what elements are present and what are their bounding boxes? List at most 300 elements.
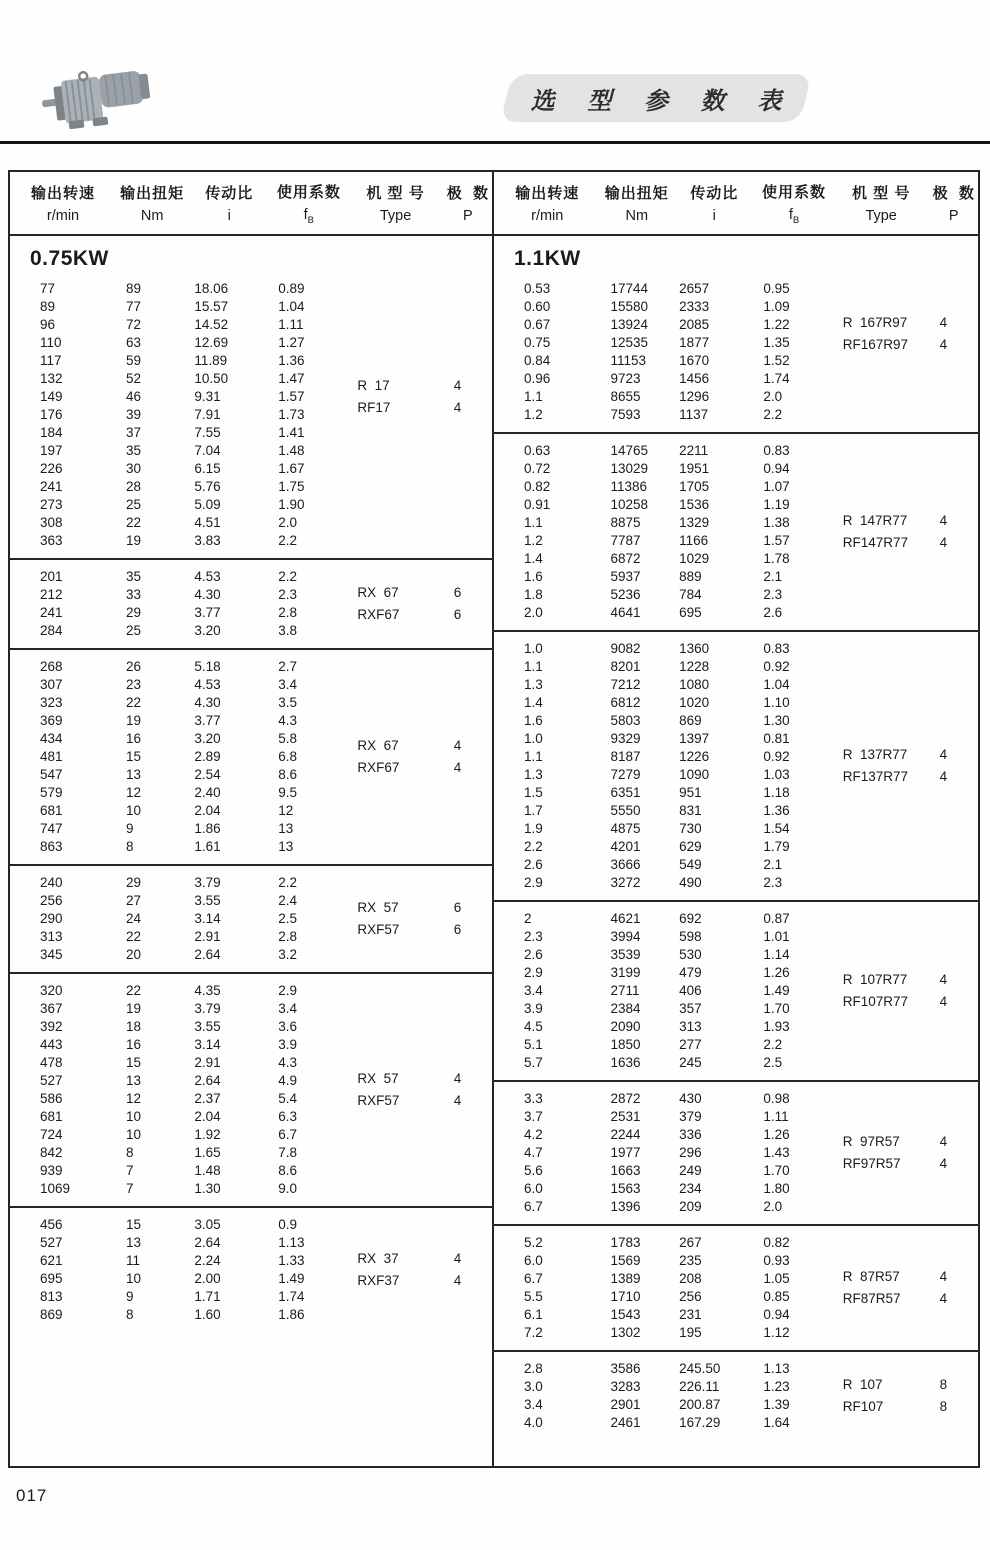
service-factor-value: 1.74 — [278, 1289, 305, 1304]
output-speed-value: 1.3 — [524, 677, 543, 692]
ratio-value: 831 — [679, 803, 702, 818]
output-torque-value: 1569 — [610, 1253, 641, 1268]
table-row — [494, 550, 978, 568]
table-row — [494, 514, 978, 532]
table-row — [10, 874, 492, 892]
output-speed-value: 2.3 — [524, 929, 543, 944]
ratio-value: 1228 — [679, 659, 710, 674]
table-row — [10, 532, 492, 550]
ratio-value: 490 — [679, 875, 702, 890]
output-speed-value: 3.9 — [524, 1001, 543, 1016]
table-row — [10, 1090, 492, 1108]
ratio-value: 549 — [679, 857, 702, 872]
output-speed-value: 1.6 — [524, 713, 543, 728]
ratio-value: 10.50 — [194, 371, 229, 386]
ratio-value: 3.83 — [194, 533, 221, 548]
model-type-label: RXF67 — [357, 760, 400, 775]
ratio-value: 2.91 — [194, 929, 221, 944]
header-service-factor: 使用系数 $f_B$ — [762, 183, 827, 226]
header-divider-rule — [0, 141, 990, 144]
service-factor-value: 0.85 — [763, 1289, 790, 1304]
service-factor-value: 1.38 — [763, 515, 790, 530]
pole-count-value: 4 — [939, 972, 948, 987]
table-row — [494, 1126, 978, 1144]
pole-count-value: 4 — [939, 1269, 948, 1284]
pole-count-value: 4 — [453, 1093, 462, 1108]
ratio-value: 1.92 — [194, 1127, 221, 1142]
output-speed-value: 1.0 — [524, 641, 543, 656]
service-factor-value: 1.57 — [763, 533, 790, 548]
table-row — [494, 820, 978, 838]
table-row — [10, 1126, 492, 1144]
model-type-label: R 87R57 — [842, 1269, 900, 1284]
ratio-value: 1670 — [679, 353, 710, 368]
table-row — [494, 874, 978, 892]
service-factor-value: 1.43 — [763, 1145, 790, 1160]
output-speed-value: 5.5 — [524, 1289, 543, 1304]
pole-count-value: 8 — [939, 1399, 948, 1414]
output-torque-value: 7593 — [610, 407, 641, 422]
header-service-factor: 使用系数 $f_B$ — [276, 183, 341, 226]
output-torque-value: 13029 — [610, 461, 649, 476]
table-row — [10, 280, 492, 298]
output-torque-value: 6872 — [610, 551, 641, 566]
output-speed-value: 0.84 — [524, 353, 551, 368]
output-speed-value: 117 — [40, 353, 62, 368]
table-row — [10, 298, 492, 316]
ratio-value: 2211 — [679, 443, 709, 458]
ratio-value: 1080 — [679, 677, 710, 692]
ratio-value: 1226 — [679, 749, 710, 764]
ratio-value: 2.89 — [194, 749, 221, 764]
table-row — [494, 1306, 978, 1324]
ratio-value: 11.89 — [194, 353, 228, 368]
output-speed-value: 1.4 — [524, 551, 543, 566]
table-row — [494, 316, 978, 334]
output-speed-value: 284 — [40, 623, 63, 638]
ratio-value: 2.04 — [194, 1109, 221, 1124]
output-torque-value: 9082 — [610, 641, 641, 656]
table-row — [494, 1036, 978, 1054]
service-factor-value: 1.23 — [763, 1379, 790, 1394]
table-row — [494, 838, 978, 856]
table-row — [10, 1054, 492, 1072]
ratio-value: 245 — [679, 1055, 702, 1070]
ratio-value: 18.06 — [194, 281, 229, 296]
output-torque-value: 18 — [126, 1019, 142, 1034]
output-speed-value: 392 — [40, 1019, 63, 1034]
pole-count-value: 6 — [453, 900, 462, 915]
header-poles: 极 数 P — [446, 185, 490, 224]
service-factor-value: 2.0 — [763, 1199, 783, 1214]
output-torque-value: 2711 — [610, 983, 640, 998]
output-torque-value: 3283 — [610, 1379, 641, 1394]
output-torque-value: 11 — [126, 1253, 141, 1268]
service-factor-value: 1.04 — [278, 299, 305, 314]
table-row — [10, 1162, 492, 1180]
output-speed-value: 1.2 — [524, 533, 543, 548]
output-torque-value: 7 — [126, 1163, 134, 1178]
ratio-value: 695 — [679, 605, 702, 620]
power-rating-label: 0.75KW — [30, 247, 109, 270]
pole-count-value: 4 — [939, 513, 948, 528]
output-speed-value: 4.2 — [524, 1127, 543, 1142]
header-model-type: 机 型 号 Type — [366, 185, 425, 224]
service-factor-value: 2.3 — [763, 875, 783, 890]
table-row — [10, 370, 492, 388]
output-torque-value: 9723 — [610, 371, 641, 386]
service-factor-value: 1.86 — [278, 1307, 305, 1322]
service-factor-value: 1.54 — [763, 821, 790, 836]
output-speed-value: 369 — [40, 713, 63, 728]
output-torque-value: 8 — [126, 1145, 134, 1160]
output-speed-value: 7.2 — [524, 1325, 543, 1340]
output-speed-value: 307 — [40, 677, 63, 692]
ratio-value: 2.64 — [194, 1073, 221, 1088]
data-block — [10, 972, 492, 1206]
output-speed-value: 367 — [40, 1001, 63, 1016]
service-factor-value: 9.0 — [278, 1181, 298, 1196]
ratio-value: 209 — [679, 1199, 702, 1214]
service-factor-value: 1.13 — [278, 1235, 305, 1250]
ratio-value: 730 — [679, 821, 702, 836]
service-factor-value: 1.36 — [278, 353, 305, 368]
output-torque-value: 12 — [126, 1091, 142, 1106]
output-torque-value: 5236 — [610, 587, 641, 602]
service-factor-value: 1.78 — [763, 551, 790, 566]
table-row — [10, 1018, 492, 1036]
table-row — [10, 334, 492, 352]
output-torque-value: 8 — [126, 839, 134, 854]
table-row — [494, 982, 978, 1000]
output-speed-value: 226 — [40, 461, 63, 476]
table-row — [494, 1108, 978, 1126]
output-torque-value: 5937 — [610, 569, 641, 584]
pole-count-value: 4 — [453, 1273, 462, 1288]
pole-count-value: 4 — [939, 1134, 948, 1149]
output-torque-value: 33 — [126, 587, 142, 602]
service-factor-value: 2.0 — [278, 515, 298, 530]
output-speed-value: 3.0 — [524, 1379, 543, 1394]
table-row — [494, 280, 978, 298]
data-block — [10, 236, 492, 558]
ratio-value: 1456 — [679, 371, 710, 386]
output-torque-value: 8875 — [610, 515, 641, 530]
table-row — [494, 802, 978, 820]
service-factor-value: 2.3 — [763, 587, 783, 602]
ratio-value: 234 — [679, 1181, 702, 1196]
service-factor-value: 3.2 — [278, 947, 298, 962]
output-speed-value: 313 — [40, 929, 63, 944]
table-row — [494, 1234, 978, 1252]
output-speed-value: 4.0 — [524, 1415, 543, 1430]
ratio-value: 226.11 — [679, 1379, 720, 1394]
output-torque-value: 22 — [126, 929, 142, 944]
service-factor-value: 2.2 — [763, 407, 783, 422]
service-factor-value: 1.49 — [763, 983, 790, 998]
table-row — [494, 946, 978, 964]
output-torque-value: 2531 — [610, 1109, 641, 1124]
table-row — [494, 406, 978, 424]
ratio-value: 1.71 — [194, 1289, 221, 1304]
output-speed-value: 0.60 — [524, 299, 551, 314]
output-speed-value: 4.5 — [524, 1019, 543, 1034]
output-speed-value: 2.2 — [524, 839, 543, 854]
output-torque-value: 1663 — [610, 1163, 641, 1178]
ratio-value: 951 — [679, 785, 702, 800]
output-speed-value: 176 — [40, 407, 63, 422]
output-speed-value: 869 — [40, 1307, 63, 1322]
output-speed-value: 1.4 — [524, 695, 543, 710]
output-speed-value: 939 — [40, 1163, 63, 1178]
model-type-label: RX 57 — [357, 900, 399, 915]
output-speed-value: 1.8 — [524, 587, 543, 602]
ratio-value: 7.04 — [194, 443, 221, 458]
service-factor-value: 0.98 — [763, 1091, 790, 1106]
table-row — [494, 640, 978, 658]
service-factor-value: 1.73 — [278, 407, 305, 422]
service-factor-value: 1.90 — [278, 497, 305, 512]
table-row — [10, 784, 492, 802]
pole-count-value: 4 — [939, 747, 948, 762]
output-torque-value: 29 — [126, 605, 142, 620]
table-row — [494, 910, 978, 928]
output-torque-value: 13 — [126, 1073, 142, 1088]
data-block — [494, 900, 978, 1080]
pole-count-value: 6 — [453, 922, 462, 937]
gearmotor-photo-icon — [40, 62, 166, 134]
data-block — [494, 432, 978, 630]
pole-count-value: 4 — [453, 1251, 462, 1266]
service-factor-value: 5.8 — [278, 731, 298, 746]
pole-count-value: 4 — [939, 535, 948, 550]
output-speed-value: 6.0 — [524, 1253, 543, 1268]
ratio-value: 15.57 — [194, 299, 229, 314]
output-speed-value: 201 — [40, 569, 63, 584]
service-factor-value: 0.89 — [278, 281, 305, 296]
output-speed-value: 6.7 — [524, 1199, 543, 1214]
table-row — [10, 568, 492, 586]
ratio-value: 6.15 — [194, 461, 221, 476]
output-speed-value: 842 — [40, 1145, 63, 1160]
output-speed-value: 0.63 — [524, 443, 551, 458]
table-row — [10, 514, 492, 532]
ratio-value: 1360 — [679, 641, 710, 656]
service-factor-value: 1.41 — [278, 425, 305, 440]
ratio-value: 530 — [679, 947, 702, 962]
data-block — [10, 1206, 492, 1332]
service-factor-value: 3.5 — [278, 695, 298, 710]
output-speed-value: 149 — [40, 389, 63, 404]
table-row — [10, 1288, 492, 1306]
table-row — [10, 658, 492, 676]
output-speed-value: 3.7 — [524, 1109, 543, 1124]
output-torque-value: 12535 — [610, 335, 649, 350]
service-factor-value: 1.57 — [278, 389, 305, 404]
output-torque-value: 59 — [126, 353, 142, 368]
service-factor-value: 1.75 — [278, 479, 305, 494]
ratio-value: 3.55 — [194, 1019, 221, 1034]
model-type-label: RX 67 — [357, 585, 399, 600]
table-row — [10, 1000, 492, 1018]
service-factor-value: 2.5 — [763, 1055, 783, 1070]
output-torque-value: 10 — [126, 1127, 142, 1142]
table-row — [494, 1144, 978, 1162]
output-torque-value: 10258 — [610, 497, 649, 512]
model-type-label: R 137R77 — [842, 747, 908, 762]
service-factor-value: 1.64 — [763, 1415, 790, 1430]
service-factor-value: 1.05 — [763, 1271, 790, 1286]
output-torque-value: 16 — [126, 731, 142, 746]
output-speed-value: 3.4 — [524, 983, 543, 998]
output-speed-value: 1.1 — [524, 659, 543, 674]
ratio-value: 4.35 — [194, 983, 221, 998]
ratio-value: 3.20 — [194, 731, 221, 746]
output-torque-value: 3539 — [610, 947, 641, 962]
data-block — [10, 864, 492, 972]
data-block — [494, 1080, 978, 1224]
ratio-value: 2333 — [679, 299, 710, 314]
ratio-value: 245.50 — [679, 1361, 721, 1376]
service-factor-value: 1.13 — [763, 1361, 790, 1376]
service-factor-value: 1.33 — [278, 1253, 305, 1268]
table-row — [10, 1180, 492, 1198]
service-factor-value: 1.09 — [763, 299, 790, 314]
output-speed-value: 434 — [40, 731, 63, 746]
header-model-type: 机 型 号 Type — [851, 185, 911, 224]
output-torque-value: 5550 — [610, 803, 641, 818]
service-factor-value: 0.81 — [763, 731, 790, 746]
output-torque-value: 13 — [126, 1235, 142, 1250]
output-torque-value: 25 — [126, 623, 142, 638]
output-torque-value: 7212 — [610, 677, 641, 692]
output-speed-value: 323 — [40, 695, 63, 710]
table-row — [494, 370, 978, 388]
pole-count-value: 6 — [453, 585, 462, 600]
output-torque-value: 7787 — [610, 533, 641, 548]
table-row — [10, 1144, 492, 1162]
table-row — [10, 1270, 492, 1288]
output-torque-value: 14765 — [610, 443, 649, 458]
ratio-value: 7.55 — [194, 425, 221, 440]
service-factor-value: 6.7 — [278, 1127, 298, 1142]
ratio-value: 1.30 — [194, 1181, 221, 1196]
ratio-value: 1536 — [679, 497, 710, 512]
output-torque-value: 15580 — [610, 299, 649, 314]
output-torque-value: 8187 — [610, 749, 641, 764]
output-speed-value: 621 — [40, 1253, 63, 1268]
output-torque-value: 6812 — [610, 695, 641, 710]
service-factor-value: 8.6 — [278, 1163, 298, 1178]
output-torque-value: 35 — [126, 443, 142, 458]
output-torque-value: 11153 — [610, 353, 647, 368]
table-row — [494, 442, 978, 460]
ratio-value: 3.77 — [194, 605, 221, 620]
output-speed-value: 241 — [40, 479, 63, 494]
service-factor-value: 1.03 — [763, 767, 790, 782]
service-factor-value: 1.11 — [763, 1109, 789, 1124]
model-type-label: RXF37 — [357, 1273, 400, 1288]
ratio-value: 4.53 — [194, 677, 221, 692]
ratio-value: 208 — [679, 1271, 702, 1286]
ratio-value: 1877 — [679, 335, 710, 350]
output-speed-value: 256 — [40, 893, 63, 908]
service-factor-value: 2.9 — [278, 983, 298, 998]
service-factor-value: 12 — [278, 803, 294, 818]
output-torque-value: 27 — [126, 893, 142, 908]
ratio-value: 3.77 — [194, 713, 221, 728]
table-row — [494, 694, 978, 712]
table-row — [10, 1306, 492, 1324]
table-row — [494, 856, 978, 874]
output-torque-value: 9329 — [610, 731, 641, 746]
output-torque-value: 9 — [126, 821, 134, 836]
ratio-value: 249 — [679, 1163, 702, 1178]
page-number: 017 — [16, 1486, 48, 1505]
model-type-label: RF107R77 — [842, 994, 909, 1009]
service-factor-value: 1.79 — [763, 839, 790, 854]
service-factor-value: 0.95 — [763, 281, 790, 296]
table-row — [494, 784, 978, 802]
service-factor-value: 1.18 — [763, 785, 790, 800]
output-speed-value: 2.9 — [524, 875, 543, 890]
ratio-value: 2.40 — [194, 785, 221, 800]
ratio-value: 1029 — [679, 551, 710, 566]
output-torque-value: 72 — [126, 317, 142, 332]
output-torque-value: 4201 — [610, 839, 641, 854]
output-speed-value: 212 — [40, 587, 63, 602]
table-row — [494, 604, 978, 622]
table-row — [10, 802, 492, 820]
power-rating-label: 1.1KW — [514, 247, 581, 270]
output-speed-value: 443 — [40, 1037, 63, 1052]
output-speed-value: 579 — [40, 785, 63, 800]
output-torque-value: 35 — [126, 569, 142, 584]
service-factor-value: 1.11 — [278, 317, 304, 332]
ratio-value: 2.64 — [194, 1235, 221, 1250]
ratio-value: 296 — [679, 1145, 702, 1160]
output-speed-value: 2.0 — [524, 605, 543, 620]
ratio-value: 479 — [679, 965, 702, 980]
ratio-value: 3.79 — [194, 1001, 221, 1016]
selection-parameter-table — [8, 170, 980, 1468]
table-row — [10, 892, 492, 910]
ratio-value: 3.79 — [194, 875, 221, 890]
header-output-torque: 输出扭矩 Nm — [120, 185, 185, 224]
table-row — [494, 1090, 978, 1108]
output-torque-value: 19 — [126, 533, 142, 548]
output-speed-value: 586 — [40, 1091, 63, 1106]
model-type-label: RF147R77 — [842, 535, 909, 550]
service-factor-value: 6.3 — [278, 1109, 298, 1124]
output-torque-value: 8655 — [610, 389, 641, 404]
output-torque-value: 9 — [126, 1289, 134, 1304]
table-row — [10, 910, 492, 928]
output-speed-value: 681 — [40, 803, 63, 818]
table-row — [494, 334, 978, 352]
ratio-value: 5.09 — [194, 497, 221, 512]
service-factor-value: 1.93 — [763, 1019, 790, 1034]
ratio-value: 1090 — [679, 767, 710, 782]
pole-count-value: 4 — [939, 1156, 948, 1171]
service-factor-value: 3.8 — [278, 623, 298, 638]
pole-count-value: 4 — [939, 769, 948, 784]
output-torque-value: 13924 — [610, 317, 649, 332]
ratio-value: 5.76 — [194, 479, 221, 494]
table-row — [494, 1414, 978, 1432]
output-speed-value: 3.3 — [524, 1091, 543, 1106]
output-speed-value: 813 — [40, 1289, 63, 1304]
